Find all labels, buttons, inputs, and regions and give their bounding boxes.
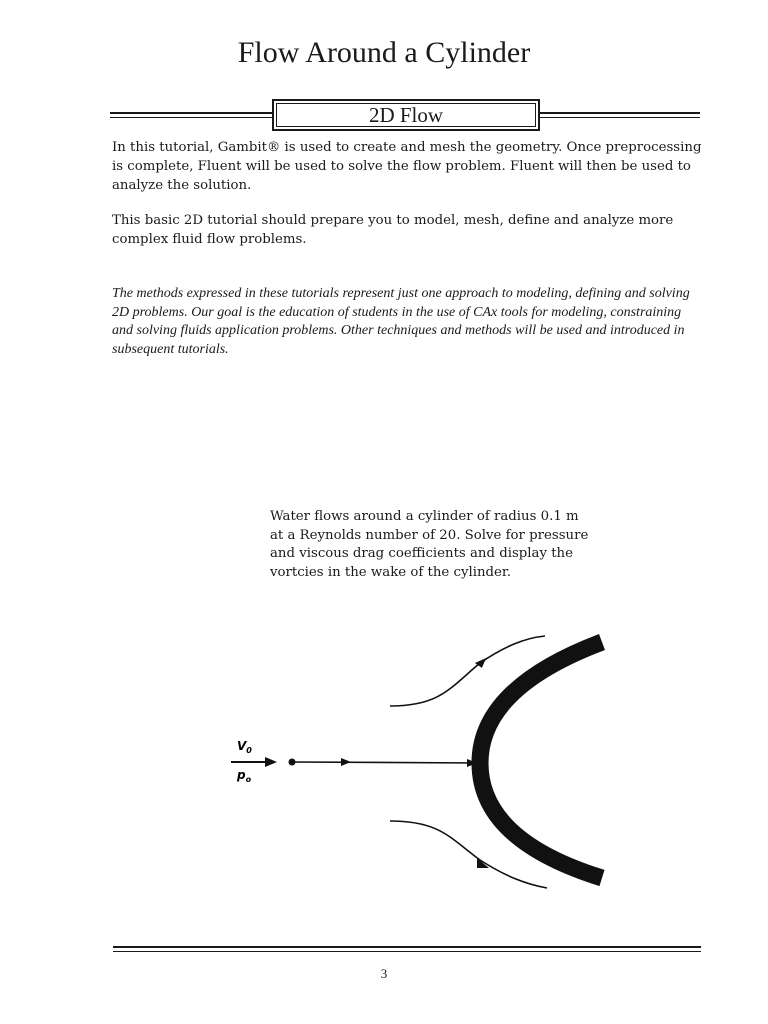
lower-streamline-arrow bbox=[477, 858, 489, 868]
stagnation-streamline bbox=[292, 762, 481, 763]
cylinder-flow-figure bbox=[225, 628, 605, 898]
stagnation-arrow-1 bbox=[341, 758, 351, 766]
intro-paragraph: In this tutorial, Gambit® is used to create and mesh the geometry. Once preprocessing is complete, Fluent will be used to solve the flow problem. Fluent will then be used to analyze the solution. bbox=[112, 140, 702, 193]
cylinder-surface bbox=[480, 642, 602, 878]
freestream-arrow-head bbox=[265, 757, 277, 767]
flow-diagram bbox=[225, 628, 605, 898]
page-number: 3 bbox=[380, 966, 388, 981]
velocity-label: $V_0$ bbox=[237, 739, 252, 755]
pressure-label: $p_o$ bbox=[237, 768, 252, 784]
problem-statement: Water flows around a cylinder of radius 0.1 m at a Reynolds number of 20. Solve for pressure and viscous drag coefficients and display the vortcies in the wake of the cylinder. bbox=[270, 509, 589, 580]
section-heading: 2D Flow bbox=[276, 103, 536, 127]
section-heading-box bbox=[272, 99, 540, 131]
page-title: Flow Around a Cylinder bbox=[237, 36, 531, 69]
disclaimer-paragraph: The methods expressed in these tutorials represent just one approach to modeling, defining and solving 2D problems. Our goal is the education of students in the use of CAx tools for modeling, constraining and solving fluids application problems. Other techniques and methods will be used and introduced in subsequent tutorials. bbox=[112, 286, 690, 357]
purpose-paragraph: This basic 2D tutorial should prepare you to model, mesh, define and analyze more complex fluid flow problems. bbox=[112, 213, 674, 247]
footer-rule bbox=[113, 946, 701, 954]
